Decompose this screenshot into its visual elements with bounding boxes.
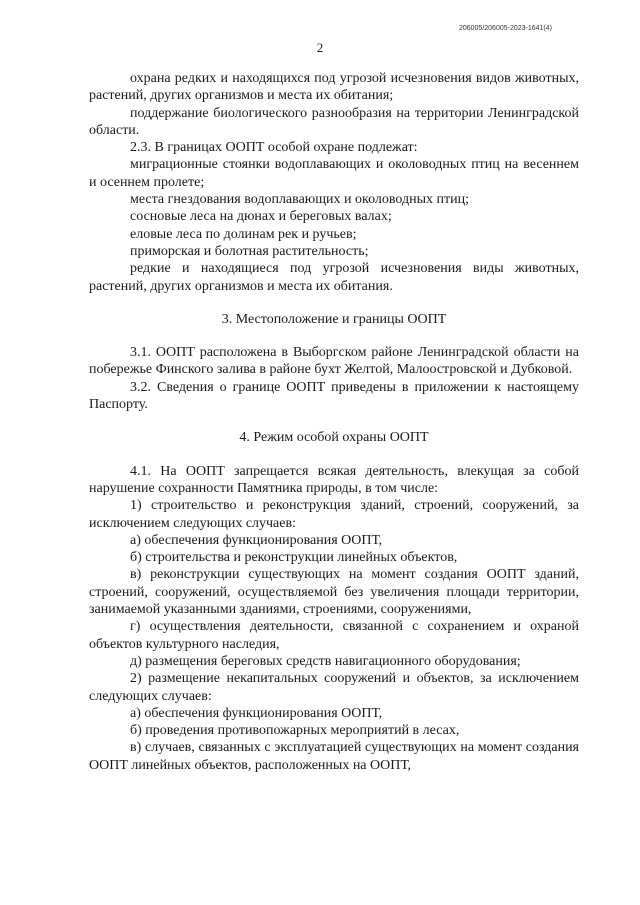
- paragraph: в) реконструкции существующих на момент создания ООПТ зданий, строений, сооружений, осуществляемой без увеличения площади территории, занимаемой указанными зданиями, строениями, сооружениями,: [89, 567, 579, 618]
- paragraph: поддержание биологического разнообразия на территории Ленинградской области.: [89, 105, 579, 138]
- paragraph: а) обеспечения функционирования ООПТ,: [130, 705, 383, 721]
- page-number: 2: [316, 40, 324, 55]
- paragraph: сосновые леса на дюнах и береговых валах;: [130, 209, 392, 225]
- paragraph: редкие и находящиеся под угрозой исчезновения виды животных, растений, других организмов и места их обитания.: [89, 261, 579, 294]
- section-heading: 3. Местоположение и границы ООПТ: [221, 311, 447, 327]
- paragraph: приморская и болотная растительность;: [130, 243, 369, 259]
- paragraph: б) строительства и реконструкции линейных объектов,: [130, 550, 458, 566]
- paragraph: г) осуществления деятельности, связанной с сохранением и охраной объектов культурного наследия,: [89, 619, 579, 652]
- paragraph: в) случаев, связанных с эксплуатацией существующих на момент создания ООПТ линейных объектов, расположенных на ООПТ,: [89, 740, 579, 773]
- paragraph: 4.1. На ООПТ запрещается всякая деятельность, влекущая за собой нарушение сохранности Памятника природы, в том числе:: [89, 463, 579, 496]
- paragraph: миграционные стоянки водоплавающих и околоводных птиц на весеннем и осеннем пролете;: [89, 157, 579, 190]
- paragraph: охрана редких и находящихся под угрозой исчезновения видов животных, растений, других организмов и места их обитания;: [89, 71, 579, 104]
- document-body: [89, 70, 579, 774]
- paragraph: 3.1. ООПТ расположена в Выборгском районе Ленинградской области на побережье Финского залива в районе бухт Желтой, Малоостровской и Дубковой.: [89, 345, 579, 378]
- paragraph: 2) размещение некапитальных сооружений и объектов, за исключением следующих случаев:: [89, 671, 579, 704]
- paragraph: д) размещения береговых средств навигационного оборудования;: [130, 653, 521, 669]
- paragraph: а) обеспечения функционирования ООПТ,: [130, 532, 383, 548]
- paragraph: 1) строительство и реконструкция зданий, строений, сооружений, за исключением следующих случаев:: [89, 498, 579, 531]
- paragraph: места гнездования водоплавающих и околоводных птиц;: [130, 192, 470, 208]
- paragraph: 2.3. В границах ООПТ особой охране подлежат:: [130, 140, 418, 156]
- paragraph: 3.2. Сведения о границе ООПТ приведены в приложении к настоящему Паспорту.: [89, 379, 579, 413]
- section-heading: 4. Режим особой охраны ООПТ: [239, 430, 429, 446]
- paragraph: еловые леса по долинам рек и ручьев;: [130, 226, 357, 242]
- paragraph: б) проведения противопожарных мероприятий в лесах,: [130, 723, 460, 739]
- document-id: 206005/206005-2023-1641(4): [458, 25, 552, 32]
